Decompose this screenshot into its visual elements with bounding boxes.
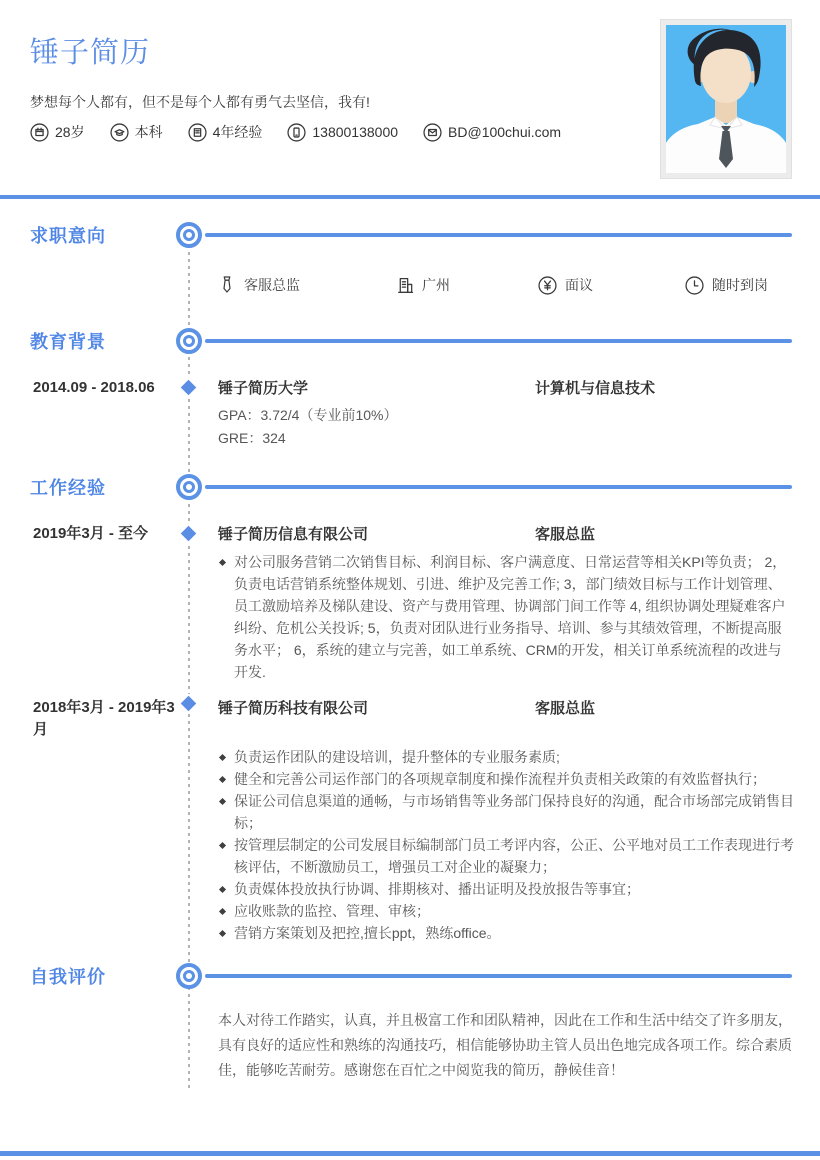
timeline-dotted-line (188, 238, 190, 1088)
section-work-title: 工作经验 (30, 478, 106, 498)
section-intention-header (0, 221, 820, 249)
bullet-icon (219, 930, 226, 937)
job1-date: 2019年3月 - 至今 (33, 525, 149, 542)
section-rule (205, 339, 792, 343)
avatar-illustration (666, 25, 786, 173)
intention-position (218, 275, 300, 295)
slogan-text: 梦想每个人都有，但不是每个人都有勇气去坚信，我有! (30, 94, 370, 110)
header-divider (0, 195, 820, 199)
education-major: 计算机与信息技术 (535, 380, 656, 397)
section-rule (205, 485, 792, 489)
bullet-icon (219, 559, 226, 566)
info-degree-label: 本科 (134, 124, 163, 140)
email-icon (423, 123, 442, 142)
info-email-label: BD@100chui.com (448, 124, 562, 140)
evaluation-text: 本人对待工作踏实，认真，并且极富工作和团队精神，因此在工作和生活中结交了许多朋友，具有良好的适应性和熟练的沟通技巧，相信能够协助主管人员出色地完成各项工作。综合素质佳，能够吃苦耐劳。感谢您在百忙之中阅览我的简历，静候佳音！ (218, 1012, 792, 1078)
footer-divider (0, 1151, 820, 1156)
timeline-ring-icon (176, 963, 202, 989)
bullet-icon (219, 886, 226, 893)
info-phone-label: 13800138000 (312, 124, 399, 140)
info-age (30, 122, 85, 142)
page-title: 锤子简历 (30, 37, 151, 69)
tie-icon (218, 275, 236, 295)
section-intention-title: 求职意向 (30, 226, 106, 246)
section-evaluation-header (0, 962, 820, 990)
intention-position-label: 客服总监 (244, 277, 300, 293)
section-work-header (0, 473, 820, 501)
profile-photo (660, 19, 792, 179)
bullet-icon (219, 842, 226, 849)
job1-company: 锤子简历信息有限公司 (218, 526, 369, 543)
job2-bullet-text: 按管理层制定的公司发展目标编制部门员工考评内容，公正、公平地对员工工作表现进行考核评估，不断激励员工，增强员工对企业的凝聚力； (234, 837, 794, 875)
job1-role: 客服总监 (535, 526, 596, 543)
job2-date: 2018年3月 - 2019年3月 (33, 699, 175, 738)
job2-bullet-text: 应收账款的监控、管理、审核； (234, 903, 430, 919)
bullet-icon (219, 776, 226, 783)
education-gpa: GPA：3.72/4（专业前10%） (218, 407, 398, 423)
job2-bullet-text: 负责媒体投放执行协调、排期核对、播出证明及投放报告等事宜； (234, 881, 640, 897)
info-phone (287, 123, 398, 142)
experience-icon (188, 123, 207, 142)
intention-city (395, 275, 450, 295)
job2-bullet-text: 保证公司信息渠道的通畅，与市场销售等业务部门保持良好的沟通，配合市场部完成销售目标； (234, 793, 794, 831)
section-rule (205, 233, 792, 237)
section-evaluation-title: 自我评价 (30, 967, 106, 987)
list-item (220, 878, 794, 900)
list-item (220, 551, 794, 683)
job2-bullet-list (220, 746, 794, 944)
intention-city-label: 广州 (422, 277, 450, 293)
intention-salary-label: 面议 (565, 277, 593, 293)
list-item (220, 746, 794, 768)
bullet-icon (219, 908, 226, 915)
job2-bullet-text: 营销方案策划及把控,擅长ppt，熟练office。 (234, 925, 501, 941)
section-education-title: 教育背景 (30, 332, 106, 352)
info-experience-label: 4年经验 (212, 124, 263, 140)
section-rule (205, 974, 792, 978)
list-item (220, 834, 794, 878)
list-item (220, 790, 794, 834)
list-item (220, 922, 794, 944)
basic-info-row (30, 122, 561, 142)
timeline-ring-icon (176, 474, 202, 500)
job1-bullet-text: 对公司服务营销二次销售目标、利润目标、客户满意度、日常运营等相关KPI等负责； 2，负责电话营销系统整体规划、引进、维护及完善工作; 3，部门绩效目标与工作计划管理、员工激励培养及梯队建设、资产与费用管理、协调部门间工作等 4, 组织协调处理疑难客户纠纷、危机公关投诉; 5，负责对团队进行业务指导、培训、参与其绩效管理，不断提高服务水平； 6，系统的建立与完善，如工单系统、CRM的开发，相关订单系统流程的改进与开发. (234, 554, 787, 680)
job1-bullet-list (220, 551, 794, 683)
salary-icon (538, 276, 557, 295)
list-item (220, 768, 794, 790)
education-school: 锤子简历大学 (218, 380, 309, 397)
list-item (220, 900, 794, 922)
phone-icon (287, 123, 306, 142)
job2-bullet-text: 负责运作团队的建设培训，提升整体的专业服务素质; (234, 749, 560, 765)
intention-availability (685, 275, 768, 295)
info-age-label: 28岁 (55, 124, 85, 140)
info-experience (188, 122, 263, 142)
info-degree (110, 122, 163, 142)
intention-salary (538, 275, 593, 295)
timeline-ring-icon (176, 328, 202, 354)
job2-bullet-text: 健全和完善公司运作部门的各项规章制度和操作流程并负责相关政策的有效监督执行； (234, 771, 766, 787)
intention-availability-label: 随时到岗 (712, 277, 768, 293)
clock-icon (685, 276, 704, 295)
timeline-ring-icon (176, 222, 202, 248)
job2-company: 锤子简历科技有限公司 (218, 700, 369, 717)
building-icon (395, 276, 414, 295)
section-education-header (0, 327, 820, 355)
info-email (423, 123, 561, 142)
job2-role: 客服总监 (535, 700, 596, 717)
bullet-icon (219, 754, 226, 761)
education-gre: GRE：324 (218, 430, 286, 446)
degree-icon (110, 123, 129, 142)
bullet-icon (219, 798, 226, 805)
education-date: 2014.09 - 2018.06 (33, 379, 155, 396)
age-icon (30, 123, 49, 142)
